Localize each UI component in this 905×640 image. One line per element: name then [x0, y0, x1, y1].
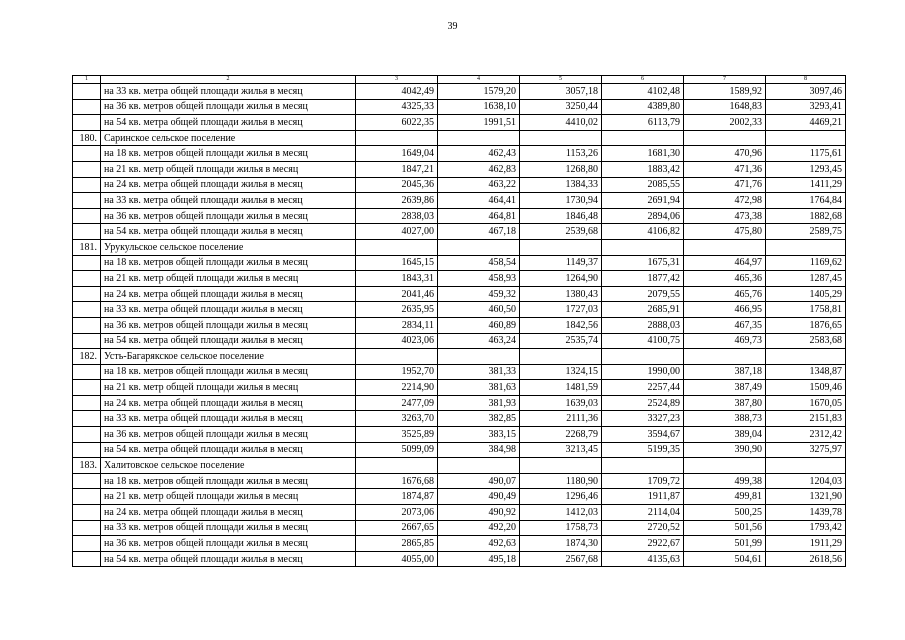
value-cell: 2667,65 — [356, 520, 438, 536]
value-cell — [684, 130, 766, 146]
value-cell: 472,98 — [684, 193, 766, 209]
value-cell: 1877,42 — [602, 271, 684, 287]
table-row — [73, 442, 846, 458]
table-row — [73, 411, 846, 427]
value-cell: 4106,82 — [602, 224, 684, 240]
value-cell: 2002,33 — [684, 115, 766, 131]
value-cell: 1842,56 — [520, 317, 602, 333]
value-cell: 2111,36 — [520, 411, 602, 427]
row-label: на 36 кв. метров общей площади жилья в месяц — [101, 99, 356, 115]
value-cell: 1876,65 — [766, 317, 846, 333]
row-index-cell — [73, 271, 101, 287]
value-cell: 465,36 — [684, 271, 766, 287]
value-cell: 1681,30 — [602, 146, 684, 162]
row-index-cell — [73, 380, 101, 396]
value-cell — [684, 239, 766, 255]
row-label: на 54 кв. метра общей площади жилья в месяц — [101, 115, 356, 131]
value-cell: 2524,89 — [602, 395, 684, 411]
row-label: на 33 кв. метра общей площади жилья в месяц — [101, 302, 356, 318]
value-cell: 4325,33 — [356, 99, 438, 115]
value-cell: 1874,87 — [356, 489, 438, 505]
row-index-cell — [73, 505, 101, 521]
value-cell: 1509,46 — [766, 380, 846, 396]
value-cell: 382,85 — [438, 411, 520, 427]
value-cell: 383,15 — [438, 427, 520, 443]
value-cell: 4389,80 — [602, 99, 684, 115]
row-index-cell — [73, 224, 101, 240]
value-cell: 500,25 — [684, 505, 766, 521]
value-cell: 1991,51 — [438, 115, 520, 131]
table-row — [73, 380, 846, 396]
value-cell: 464,81 — [438, 208, 520, 224]
row-label: на 24 кв. метра общей площади жилья в месяц — [101, 286, 356, 302]
row-label: на 36 кв. метров общей площади жилья в месяц — [101, 208, 356, 224]
row-label: на 54 кв. метра общей площади жилья в месяц — [101, 333, 356, 349]
value-cell: 2257,44 — [602, 380, 684, 396]
value-cell — [602, 458, 684, 474]
value-cell: 459,32 — [438, 286, 520, 302]
column-number: 6 — [602, 76, 684, 84]
value-cell: 387,80 — [684, 395, 766, 411]
table-row — [73, 489, 846, 505]
value-cell: 463,24 — [438, 333, 520, 349]
value-cell: 381,63 — [438, 380, 520, 396]
section-title: Саринское сельское поселение — [101, 130, 356, 146]
section-row — [73, 458, 846, 474]
table-row — [73, 255, 846, 271]
row-label: на 21 кв. метр общей площади жилья в месяц — [101, 489, 356, 505]
value-cell: 2834,11 — [356, 317, 438, 333]
section-title: Урукульское сельское поселение — [101, 239, 356, 255]
value-cell: 495,18 — [438, 551, 520, 567]
value-cell: 4027,00 — [356, 224, 438, 240]
value-cell: 2639,86 — [356, 193, 438, 209]
row-label: на 24 кв. метра общей площади жилья в месяц — [101, 395, 356, 411]
value-cell: 490,07 — [438, 473, 520, 489]
value-cell: 1204,03 — [766, 473, 846, 489]
value-cell: 2838,03 — [356, 208, 438, 224]
row-index-cell — [73, 208, 101, 224]
value-cell: 1727,03 — [520, 302, 602, 318]
value-cell — [766, 130, 846, 146]
value-cell: 2073,06 — [356, 505, 438, 521]
row-index-cell — [73, 146, 101, 162]
value-cell: 464,41 — [438, 193, 520, 209]
value-cell: 2268,79 — [520, 427, 602, 443]
value-cell: 6113,79 — [602, 115, 684, 131]
value-cell: 2041,46 — [356, 286, 438, 302]
value-cell: 3213,45 — [520, 442, 602, 458]
value-cell — [356, 239, 438, 255]
value-cell: 1287,45 — [766, 271, 846, 287]
value-cell — [684, 349, 766, 365]
value-cell: 2477,09 — [356, 395, 438, 411]
value-cell: 2045,36 — [356, 177, 438, 193]
row-index-cell — [73, 364, 101, 380]
value-cell: 2685,91 — [602, 302, 684, 318]
value-cell: 2922,67 — [602, 536, 684, 552]
value-cell: 3250,44 — [520, 99, 602, 115]
value-cell: 3327,23 — [602, 411, 684, 427]
value-cell: 1293,45 — [766, 161, 846, 177]
table-body — [73, 76, 846, 567]
value-cell: 1638,10 — [438, 99, 520, 115]
value-cell: 460,89 — [438, 317, 520, 333]
value-cell — [602, 239, 684, 255]
value-cell: 3293,41 — [766, 99, 846, 115]
value-cell: 1675,31 — [602, 255, 684, 271]
table-row — [73, 473, 846, 489]
row-label: на 36 кв. метров общей площади жилья в месяц — [101, 536, 356, 552]
row-label: на 18 кв. метров общей площади жилья в месяц — [101, 255, 356, 271]
value-cell: 1758,73 — [520, 520, 602, 536]
value-cell: 1639,03 — [520, 395, 602, 411]
value-cell — [520, 349, 602, 365]
value-cell: 1268,80 — [520, 161, 602, 177]
row-label: на 36 кв. метров общей площади жилья в месяц — [101, 317, 356, 333]
value-cell: 1843,31 — [356, 271, 438, 287]
column-number: 8 — [766, 76, 846, 84]
value-cell: 2567,68 — [520, 551, 602, 567]
value-cell: 2618,56 — [766, 551, 846, 567]
section-index: 183. — [73, 458, 101, 474]
value-cell: 3263,70 — [356, 411, 438, 427]
value-cell: 490,92 — [438, 505, 520, 521]
value-cell: 465,76 — [684, 286, 766, 302]
value-cell: 389,04 — [684, 427, 766, 443]
value-cell: 4469,21 — [766, 115, 846, 131]
value-cell: 462,83 — [438, 161, 520, 177]
value-cell: 1883,42 — [602, 161, 684, 177]
section-title: Халитовское сельское поселение — [101, 458, 356, 474]
column-number: 1 — [73, 76, 101, 84]
row-index-cell — [73, 115, 101, 131]
value-cell: 469,73 — [684, 333, 766, 349]
value-cell — [684, 458, 766, 474]
value-cell: 381,33 — [438, 364, 520, 380]
table-row — [73, 146, 846, 162]
value-cell: 1911,87 — [602, 489, 684, 505]
table-row — [73, 364, 846, 380]
value-cell — [520, 130, 602, 146]
table-row — [73, 99, 846, 115]
row-label: на 21 кв. метр общей площади жилья в месяц — [101, 271, 356, 287]
row-index-cell — [73, 442, 101, 458]
value-cell: 462,43 — [438, 146, 520, 162]
value-cell: 390,90 — [684, 442, 766, 458]
value-cell: 473,38 — [684, 208, 766, 224]
row-label: на 21 кв. метр общей площади жилья в месяц — [101, 380, 356, 396]
tariff-table — [72, 75, 846, 567]
row-index-cell — [73, 302, 101, 318]
table-row — [73, 427, 846, 443]
row-label: на 33 кв. метра общей площади жилья в месяц — [101, 411, 356, 427]
value-cell: 4410,02 — [520, 115, 602, 131]
row-label: на 36 кв. метров общей площади жилья в месяц — [101, 427, 356, 443]
value-cell: 2865,85 — [356, 536, 438, 552]
row-index-cell — [73, 551, 101, 567]
row-label: на 33 кв. метра общей площади жилья в месяц — [101, 84, 356, 100]
value-cell: 1874,30 — [520, 536, 602, 552]
value-cell: 4100,75 — [602, 333, 684, 349]
value-cell: 4135,63 — [602, 551, 684, 567]
value-cell — [520, 239, 602, 255]
table-row — [73, 317, 846, 333]
row-label: на 33 кв. метра общей площади жилья в месяц — [101, 193, 356, 209]
value-cell: 471,36 — [684, 161, 766, 177]
row-index-cell — [73, 317, 101, 333]
value-cell: 3275,97 — [766, 442, 846, 458]
row-label: на 54 кв. метра общей площади жилья в месяц — [101, 551, 356, 567]
row-label: на 24 кв. метра общей площади жилья в месяц — [101, 505, 356, 521]
value-cell — [766, 239, 846, 255]
value-cell: 1911,29 — [766, 536, 846, 552]
value-cell: 501,99 — [684, 536, 766, 552]
value-cell: 458,93 — [438, 271, 520, 287]
value-cell: 4102,48 — [602, 84, 684, 100]
value-cell: 492,20 — [438, 520, 520, 536]
table-row — [73, 505, 846, 521]
column-number: 5 — [520, 76, 602, 84]
section-index: 182. — [73, 349, 101, 365]
value-cell: 1296,46 — [520, 489, 602, 505]
value-cell: 504,61 — [684, 551, 766, 567]
row-index-cell — [73, 99, 101, 115]
value-cell: 1648,83 — [684, 99, 766, 115]
row-label: на 18 кв. метров общей площади жилья в месяц — [101, 146, 356, 162]
value-cell: 387,18 — [684, 364, 766, 380]
value-cell — [602, 130, 684, 146]
table-row — [73, 193, 846, 209]
value-cell: 3097,46 — [766, 84, 846, 100]
value-cell: 1882,68 — [766, 208, 846, 224]
value-cell: 490,49 — [438, 489, 520, 505]
row-index-cell — [73, 395, 101, 411]
value-cell: 460,50 — [438, 302, 520, 318]
value-cell: 2114,04 — [602, 505, 684, 521]
row-index-cell — [73, 473, 101, 489]
value-cell — [766, 349, 846, 365]
value-cell: 4055,00 — [356, 551, 438, 567]
table-row — [73, 271, 846, 287]
table-row — [73, 520, 846, 536]
row-label: на 54 кв. метра общей площади жилья в месяц — [101, 442, 356, 458]
value-cell: 2894,06 — [602, 208, 684, 224]
value-cell: 1412,03 — [520, 505, 602, 521]
value-cell: 464,97 — [684, 255, 766, 271]
value-cell — [520, 458, 602, 474]
value-cell: 387,49 — [684, 380, 766, 396]
row-index-cell — [73, 84, 101, 100]
value-cell — [438, 349, 520, 365]
value-cell: 1676,68 — [356, 473, 438, 489]
row-label: на 33 кв. метров общей площади жилья в месяц — [101, 520, 356, 536]
table-row — [73, 536, 846, 552]
row-label: на 24 кв. метра общей площади жилья в месяц — [101, 177, 356, 193]
value-cell: 499,81 — [684, 489, 766, 505]
value-cell: 1847,21 — [356, 161, 438, 177]
value-cell: 1324,15 — [520, 364, 602, 380]
table-row — [73, 333, 846, 349]
row-index-cell — [73, 536, 101, 552]
column-number: 4 — [438, 76, 520, 84]
value-cell: 1321,90 — [766, 489, 846, 505]
row-label: на 54 кв. метра общей площади жилья в месяц — [101, 224, 356, 240]
value-cell: 1793,42 — [766, 520, 846, 536]
value-cell: 467,18 — [438, 224, 520, 240]
value-cell: 1846,48 — [520, 208, 602, 224]
value-cell — [356, 349, 438, 365]
section-index: 181. — [73, 239, 101, 255]
value-cell — [602, 349, 684, 365]
value-cell: 1758,81 — [766, 302, 846, 318]
value-cell: 381,93 — [438, 395, 520, 411]
value-cell: 2079,55 — [602, 286, 684, 302]
value-cell: 2691,94 — [602, 193, 684, 209]
value-cell: 458,54 — [438, 255, 520, 271]
value-cell: 1169,62 — [766, 255, 846, 271]
row-index-cell — [73, 427, 101, 443]
row-index-cell — [73, 286, 101, 302]
value-cell: 1264,90 — [520, 271, 602, 287]
value-cell: 2635,95 — [356, 302, 438, 318]
value-cell: 2720,52 — [602, 520, 684, 536]
value-cell: 1439,78 — [766, 505, 846, 521]
value-cell — [766, 458, 846, 474]
value-cell: 2214,90 — [356, 380, 438, 396]
value-cell: 1990,00 — [602, 364, 684, 380]
row-index-cell — [73, 193, 101, 209]
page-number: 39 — [447, 21, 458, 32]
value-cell: 1380,43 — [520, 286, 602, 302]
value-cell: 2589,75 — [766, 224, 846, 240]
row-index-cell — [73, 520, 101, 536]
value-cell: 470,96 — [684, 146, 766, 162]
value-cell: 2535,74 — [520, 333, 602, 349]
row-label: на 21 кв. метр общей площади жилья в месяц — [101, 161, 356, 177]
row-index-cell — [73, 489, 101, 505]
section-title: Усть-Багарякское сельское поселение — [101, 349, 356, 365]
table-row — [73, 177, 846, 193]
table-row — [73, 208, 846, 224]
value-cell: 1384,33 — [520, 177, 602, 193]
value-cell: 5099,09 — [356, 442, 438, 458]
value-cell: 4023,06 — [356, 333, 438, 349]
value-cell: 4042,49 — [356, 84, 438, 100]
column-number: 2 — [101, 76, 356, 84]
value-cell: 3594,67 — [602, 427, 684, 443]
table-row — [73, 115, 846, 131]
value-cell: 3057,18 — [520, 84, 602, 100]
value-cell: 499,38 — [684, 473, 766, 489]
value-cell: 1579,20 — [438, 84, 520, 100]
table-row — [73, 161, 846, 177]
value-cell: 1649,04 — [356, 146, 438, 162]
value-cell: 501,56 — [684, 520, 766, 536]
row-index-cell — [73, 177, 101, 193]
value-cell: 384,98 — [438, 442, 520, 458]
value-cell: 2312,42 — [766, 427, 846, 443]
value-cell: 466,95 — [684, 302, 766, 318]
value-cell: 1670,05 — [766, 395, 846, 411]
value-cell: 2151,83 — [766, 411, 846, 427]
value-cell: 1405,29 — [766, 286, 846, 302]
value-cell: 388,73 — [684, 411, 766, 427]
value-cell: 471,76 — [684, 177, 766, 193]
value-cell: 467,35 — [684, 317, 766, 333]
table-row — [73, 84, 846, 100]
table-row — [73, 286, 846, 302]
table-row — [73, 551, 846, 567]
value-cell: 1175,61 — [766, 146, 846, 162]
table-row — [73, 302, 846, 318]
section-row — [73, 239, 846, 255]
value-cell: 492,63 — [438, 536, 520, 552]
value-cell: 1645,15 — [356, 255, 438, 271]
column-number-row — [73, 76, 846, 84]
value-cell: 1952,70 — [356, 364, 438, 380]
value-cell: 1730,94 — [520, 193, 602, 209]
row-index-cell — [73, 333, 101, 349]
value-cell: 6022,35 — [356, 115, 438, 131]
section-row — [73, 349, 846, 365]
value-cell: 1764,84 — [766, 193, 846, 209]
value-cell: 1589,92 — [684, 84, 766, 100]
value-cell: 3525,89 — [356, 427, 438, 443]
value-cell: 1153,26 — [520, 146, 602, 162]
row-label: на 18 кв. метров общей площади жилья в месяц — [101, 473, 356, 489]
value-cell: 2888,03 — [602, 317, 684, 333]
section-index: 180. — [73, 130, 101, 146]
row-index-cell — [73, 411, 101, 427]
row-index-cell — [73, 161, 101, 177]
section-row — [73, 130, 846, 146]
value-cell — [356, 458, 438, 474]
value-cell — [438, 239, 520, 255]
value-cell: 1348,87 — [766, 364, 846, 380]
value-cell — [356, 130, 438, 146]
value-cell: 2085,55 — [602, 177, 684, 193]
table-row — [73, 224, 846, 240]
row-label: на 18 кв. метров общей площади жилья в месяц — [101, 364, 356, 380]
value-cell: 1149,37 — [520, 255, 602, 271]
table-row — [73, 395, 846, 411]
value-cell: 1180,90 — [520, 473, 602, 489]
row-index-cell — [73, 255, 101, 271]
value-cell: 463,22 — [438, 177, 520, 193]
value-cell: 475,80 — [684, 224, 766, 240]
value-cell: 1481,59 — [520, 380, 602, 396]
column-number: 7 — [684, 76, 766, 84]
value-cell: 2583,68 — [766, 333, 846, 349]
column-number: 3 — [356, 76, 438, 84]
value-cell: 1411,29 — [766, 177, 846, 193]
value-cell: 1709,72 — [602, 473, 684, 489]
value-cell: 2539,68 — [520, 224, 602, 240]
value-cell: 5199,35 — [602, 442, 684, 458]
value-cell — [438, 458, 520, 474]
value-cell — [438, 130, 520, 146]
